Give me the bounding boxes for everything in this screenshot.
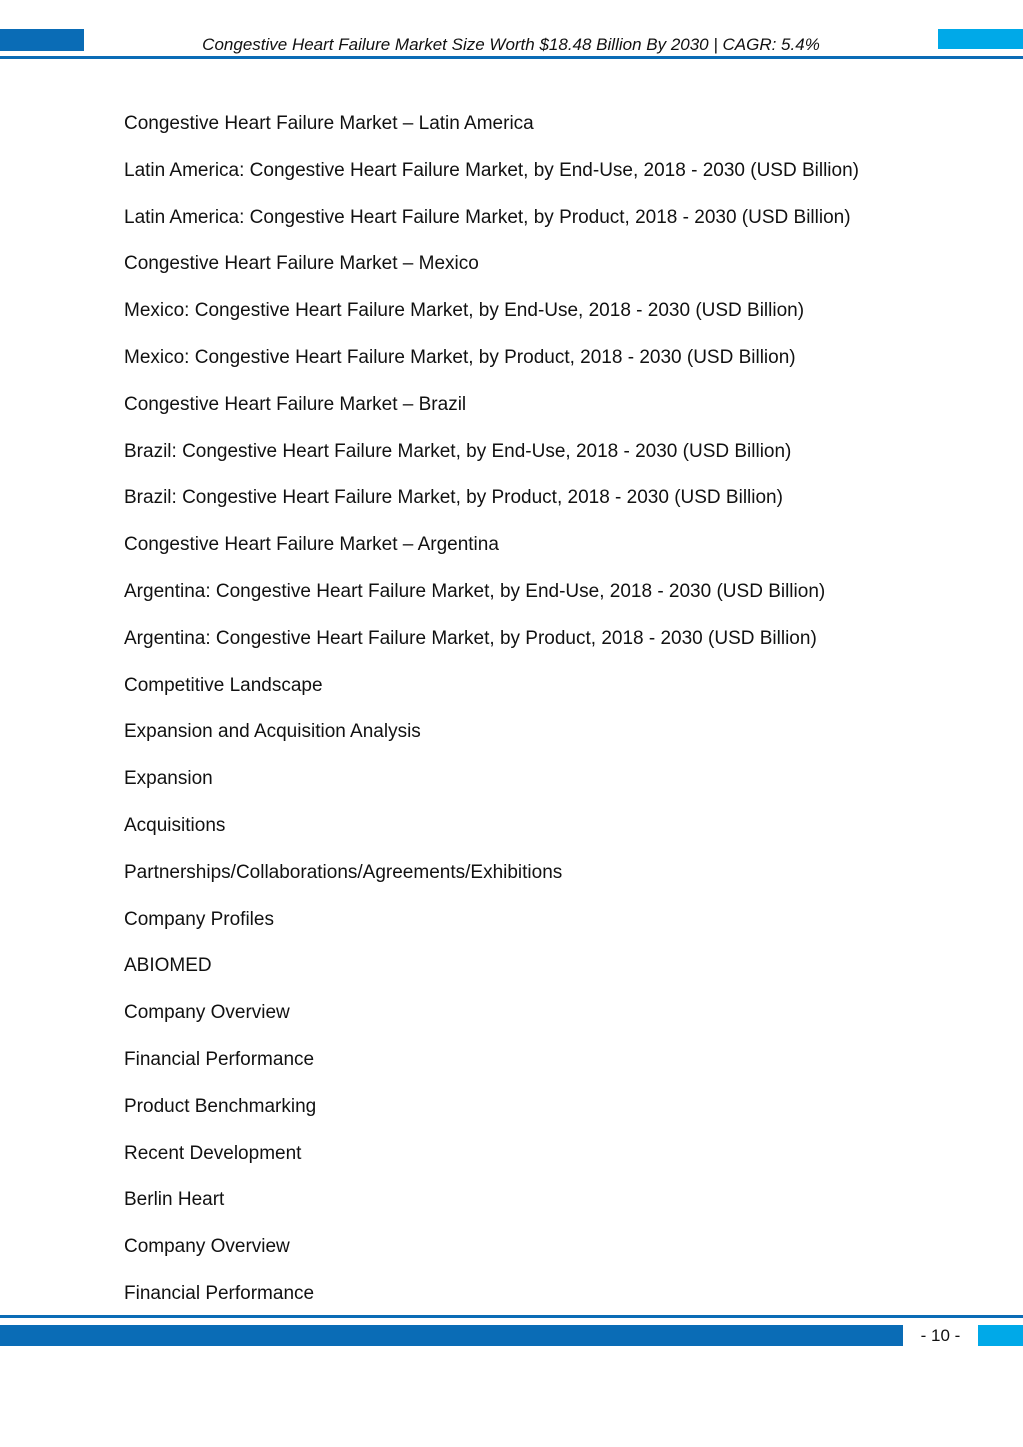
toc-item: Product Benchmarking — [124, 1095, 317, 1117]
toc-item: Mexico: Congestive Heart Failure Market, by Product, 2018 - 2030 (USD Billion) — [124, 346, 796, 368]
toc-item: Congestive Heart Failure Market – Mexico — [124, 253, 479, 275]
toc-item: Expansion and Acquisition Analysis — [124, 721, 421, 743]
header-accent-block-right — [938, 29, 1023, 49]
footer-accent-block-right — [978, 1325, 1023, 1346]
toc-item: Brazil: Congestive Heart Failure Market, by End-Use, 2018 - 2030 (USD Billion) — [124, 440, 792, 462]
table-of-contents — [124, 112, 859, 1329]
toc-item: Financial Performance — [124, 1282, 315, 1304]
header-title: Congestive Heart Failure Market Size Worth $18.48 Billion By 2030 | CAGR: 5.4% — [202, 35, 820, 54]
toc-item: Argentina: Congestive Heart Failure Market, by End-Use, 2018 - 2030 (USD Billion) — [124, 580, 826, 602]
toc-item: Financial Performance — [124, 1048, 315, 1070]
toc-item: ABIOMED — [124, 955, 212, 977]
toc-item: Argentina: Congestive Heart Failure Market, by Product, 2018 - 2030 (USD Billion) — [124, 627, 817, 649]
toc-item: Company Profiles — [124, 908, 274, 930]
header-divider — [0, 56, 1023, 59]
toc-item: Congestive Heart Failure Market – Argentina — [124, 534, 499, 556]
footer-accent-bar — [0, 1325, 903, 1346]
toc-item: Recent Development — [124, 1142, 302, 1164]
header-accent-block-left — [0, 29, 84, 51]
toc-item: Congestive Heart Failure Market – Brazil — [124, 393, 467, 415]
toc-item: Competitive Landscape — [124, 674, 323, 696]
toc-item: Congestive Heart Failure Market – Latin America — [124, 113, 534, 134]
toc-item: Expansion — [124, 768, 213, 790]
toc-item: Partnerships/Collaborations/Agreements/Exhibitions — [124, 861, 563, 883]
footer-divider — [0, 1315, 1023, 1318]
toc-item: Company Overview — [124, 1236, 290, 1258]
toc-item: Mexico: Congestive Heart Failure Market, by End-Use, 2018 - 2030 (USD Billion) — [124, 300, 805, 322]
toc-item: Brazil: Congestive Heart Failure Market, by Product, 2018 - 2030 (USD Billion) — [124, 487, 783, 509]
toc-item: Company Overview — [124, 1002, 290, 1024]
toc-item: Berlin Heart — [124, 1189, 225, 1211]
toc-item: Latin America: Congestive Heart Failure Market, by Product, 2018 - 2030 (USD Billion) — [124, 206, 851, 228]
toc-item: Acquisitions — [124, 814, 226, 836]
page-number: - 10 - — [920, 1326, 961, 1345]
toc-item: Latin America: Congestive Heart Failure Market, by End-Use, 2018 - 2030 (USD Billion) — [124, 159, 859, 181]
